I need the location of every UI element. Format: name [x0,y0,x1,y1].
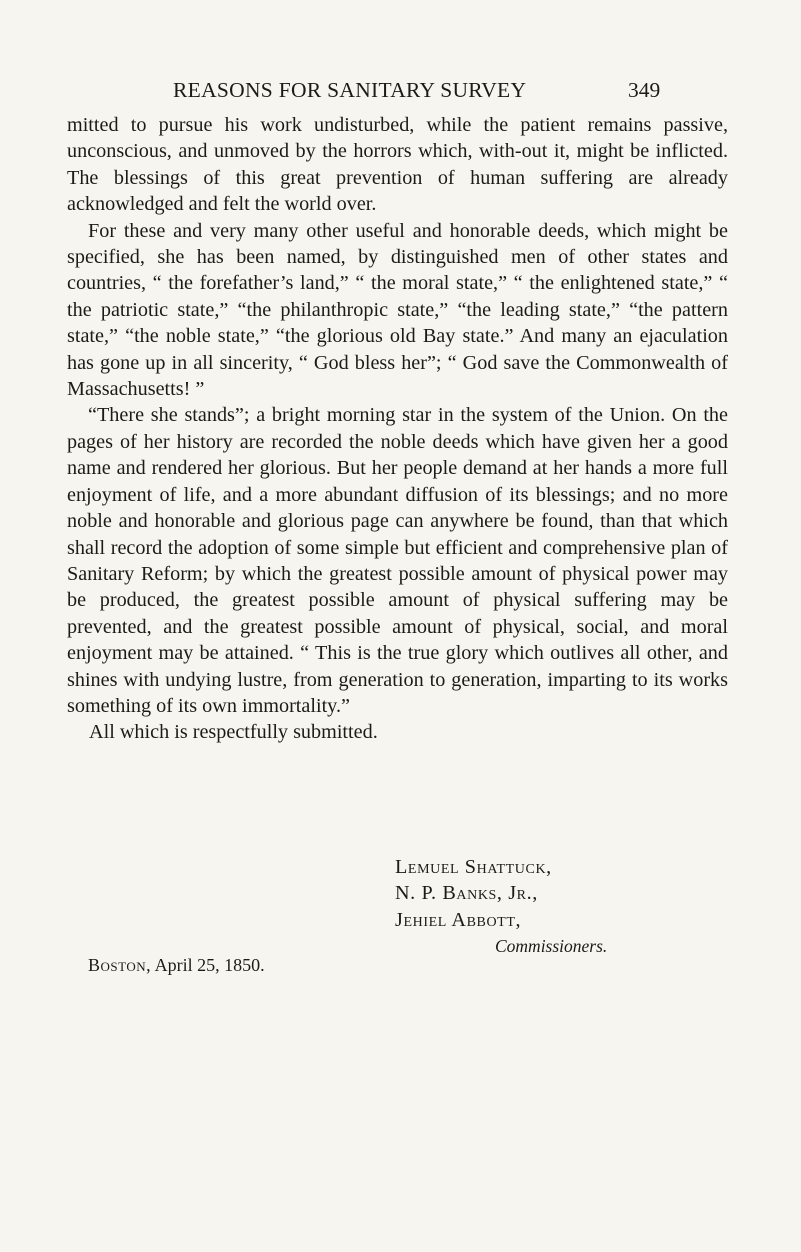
signatory-banks: N. P. Banks, Jr., [395,882,538,905]
date: April 25, 1850. [154,955,265,975]
signatory-role: Commissioners. [495,936,608,957]
paragraph-continuation: mitted to pursue his work undisturbed, while the patient remains passive, unconscious, and unmoved by the horrors which, with-out it, might be inflicted. The blessings of this great prevention of human suffering are already acknowledged and felt the world over. [67,114,728,216]
place-date [88,955,265,976]
page-number: 349 [628,78,661,102]
running-head: REASONS FOR SANITARY SURVEY [173,78,527,102]
signatory-abbott: Jehiel Abbott, [395,908,522,931]
signatory-shattuck: Lemuel Shattuck, [395,856,552,878]
closing-line: All which is respectfully submitted. [89,721,378,744]
paragraph-there-she-stands: “There she stands”; a bright morning star in the system of the Union. On the pages of her history are recorded the noble deeds which have given her a good name and rendered her glorious. But her people demand at her hands a more full enjoyment of life, and a more abundant diffusion of its blessings; and no more noble and honorable and glorious page can anywhere be found, than that which shall record the adoption of some simple but efficient and comprehensive plan of Sanitary Reform; by which the greatest possible amount of physical power may be produced, the greatest possible amount of physical suffering may be prevented, and the greatest possible amount of physical, social, and moral enjoyment may be attained. “ This is the true glory which outlives all other, and shines with undying lustre, from generation to generation, imparting to its works something of its own immortality.” [67,404,728,717]
signature-block [395,854,607,960]
paragraph-state-names: For these and very many other useful and honorable deeds, which might be specified, she has been named, by distinguished men of other states and countries, “ the forefather’s land,” “ the moral state,” “ the enlightened state,” “ the patriotic state,” “the philanthropic state,” “the leading state,” “the pattern state,” “the noble state,” “the glorious old Bay state.” And many an ejaculation has gone up in all sincerity, “ God bless her”; “ God save the Commonwealth of Massachusetts! ” [67,219,728,401]
place: Boston, [88,955,152,975]
body-text [67,112,728,746]
